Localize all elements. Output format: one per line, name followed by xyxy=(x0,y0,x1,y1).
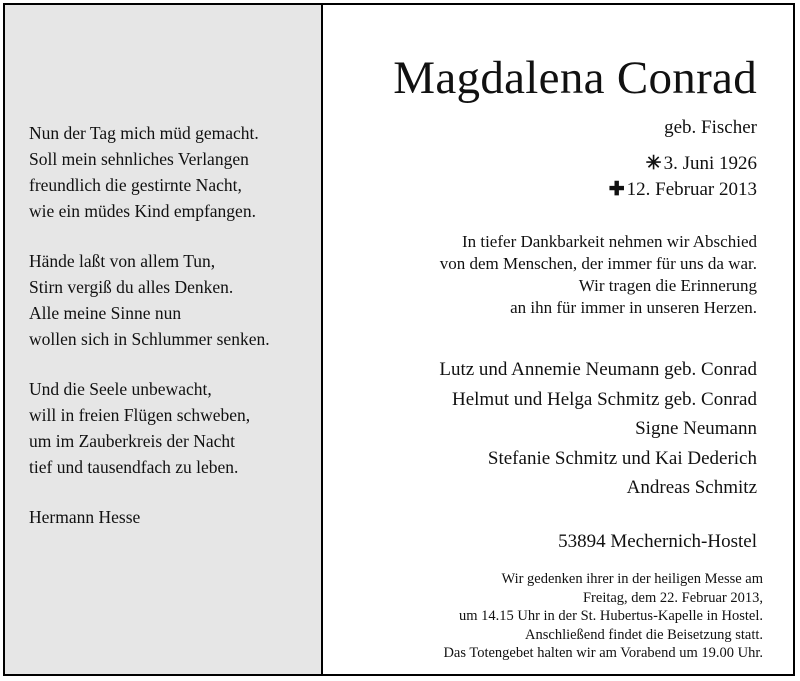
death-date-row xyxy=(609,177,757,203)
death-date: 12. Februar 2013 xyxy=(626,179,757,200)
poem-line: Nun der Tag mich müd gemacht. xyxy=(29,123,259,143)
mourner: Andreas Schmitz xyxy=(626,477,757,498)
poem-line: Und die Seele unbewacht, xyxy=(29,379,212,399)
birth-date: 3. Juni 1926 xyxy=(663,153,757,174)
service-line: um 14.15 Uhr in der St. Hubertus-Kapelle in Hostel. xyxy=(458,608,763,624)
farewell-line: In tiefer Dankbarkeit nehmen wir Abschied xyxy=(461,232,757,251)
poem-line: wollen sich in Schlummer senken. xyxy=(29,329,270,349)
service-line: Freitag, dem 22. Februar 2013, xyxy=(582,589,763,606)
maiden-name: geb. Fischer xyxy=(664,117,757,138)
poem-line: Alle meine Sinne nun xyxy=(29,303,182,323)
poem-stanza xyxy=(29,120,270,224)
life-dates xyxy=(609,151,757,203)
poem-panel xyxy=(5,5,323,674)
poem-author: Hermann Hesse xyxy=(29,507,141,527)
poem-stanza xyxy=(29,376,270,480)
service-line: Wir gedenken ihrer in der heiligen Messe am xyxy=(501,571,763,587)
location: 53894 Mechernich-Hostel xyxy=(558,531,757,552)
birth-star-icon: ✳ xyxy=(645,153,662,174)
poem-line: will in freien Flügen schweben, xyxy=(29,405,251,425)
notice-panel xyxy=(323,5,793,674)
poem-line: wie ein müdes Kind empfangen. xyxy=(29,201,256,221)
mourner: Lutz und Annemie Neumann geb. Conrad xyxy=(439,359,757,380)
poem-line: Soll mein sehnliches Verlangen xyxy=(29,149,249,169)
mourners-list xyxy=(439,355,757,503)
service-info xyxy=(443,570,763,663)
obituary-notice xyxy=(3,3,795,676)
poem xyxy=(29,120,270,530)
poem-line: Hände laßt von allem Tun, xyxy=(29,251,216,271)
deceased-name: Magdalena Conrad xyxy=(393,52,757,104)
death-cross-icon: ✚ xyxy=(608,179,625,200)
poem-line: um im Zauberkreis der Nacht xyxy=(29,431,236,451)
poem-stanza xyxy=(29,248,270,352)
mourner: Helmut und Helga Schmitz geb. Conrad xyxy=(452,388,757,410)
service-line: Anschließend findet die Beisetzung statt. xyxy=(525,626,763,643)
poem-line: Stirn vergiß du alles Denken. xyxy=(29,277,234,297)
farewell-line: Wir tragen die Erinnerung xyxy=(578,276,757,295)
farewell-line: von dem Menschen, der immer für uns da war. xyxy=(439,254,757,273)
farewell-text xyxy=(440,231,757,319)
poem-line: freundlich die gestirnte Nacht, xyxy=(29,175,242,195)
birth-date-row xyxy=(609,151,757,177)
poem-line: tief und tausendfach zu leben. xyxy=(29,457,239,477)
service-line: Das Totengebet halten wir am Vorabend um 19.00 Uhr. xyxy=(443,645,763,661)
farewell-line: an ihn für immer in unseren Herzen. xyxy=(510,298,757,317)
mourner: Stefanie Schmitz und Kai Dederich xyxy=(487,447,757,469)
mourner: Signe Neumann xyxy=(635,418,757,439)
